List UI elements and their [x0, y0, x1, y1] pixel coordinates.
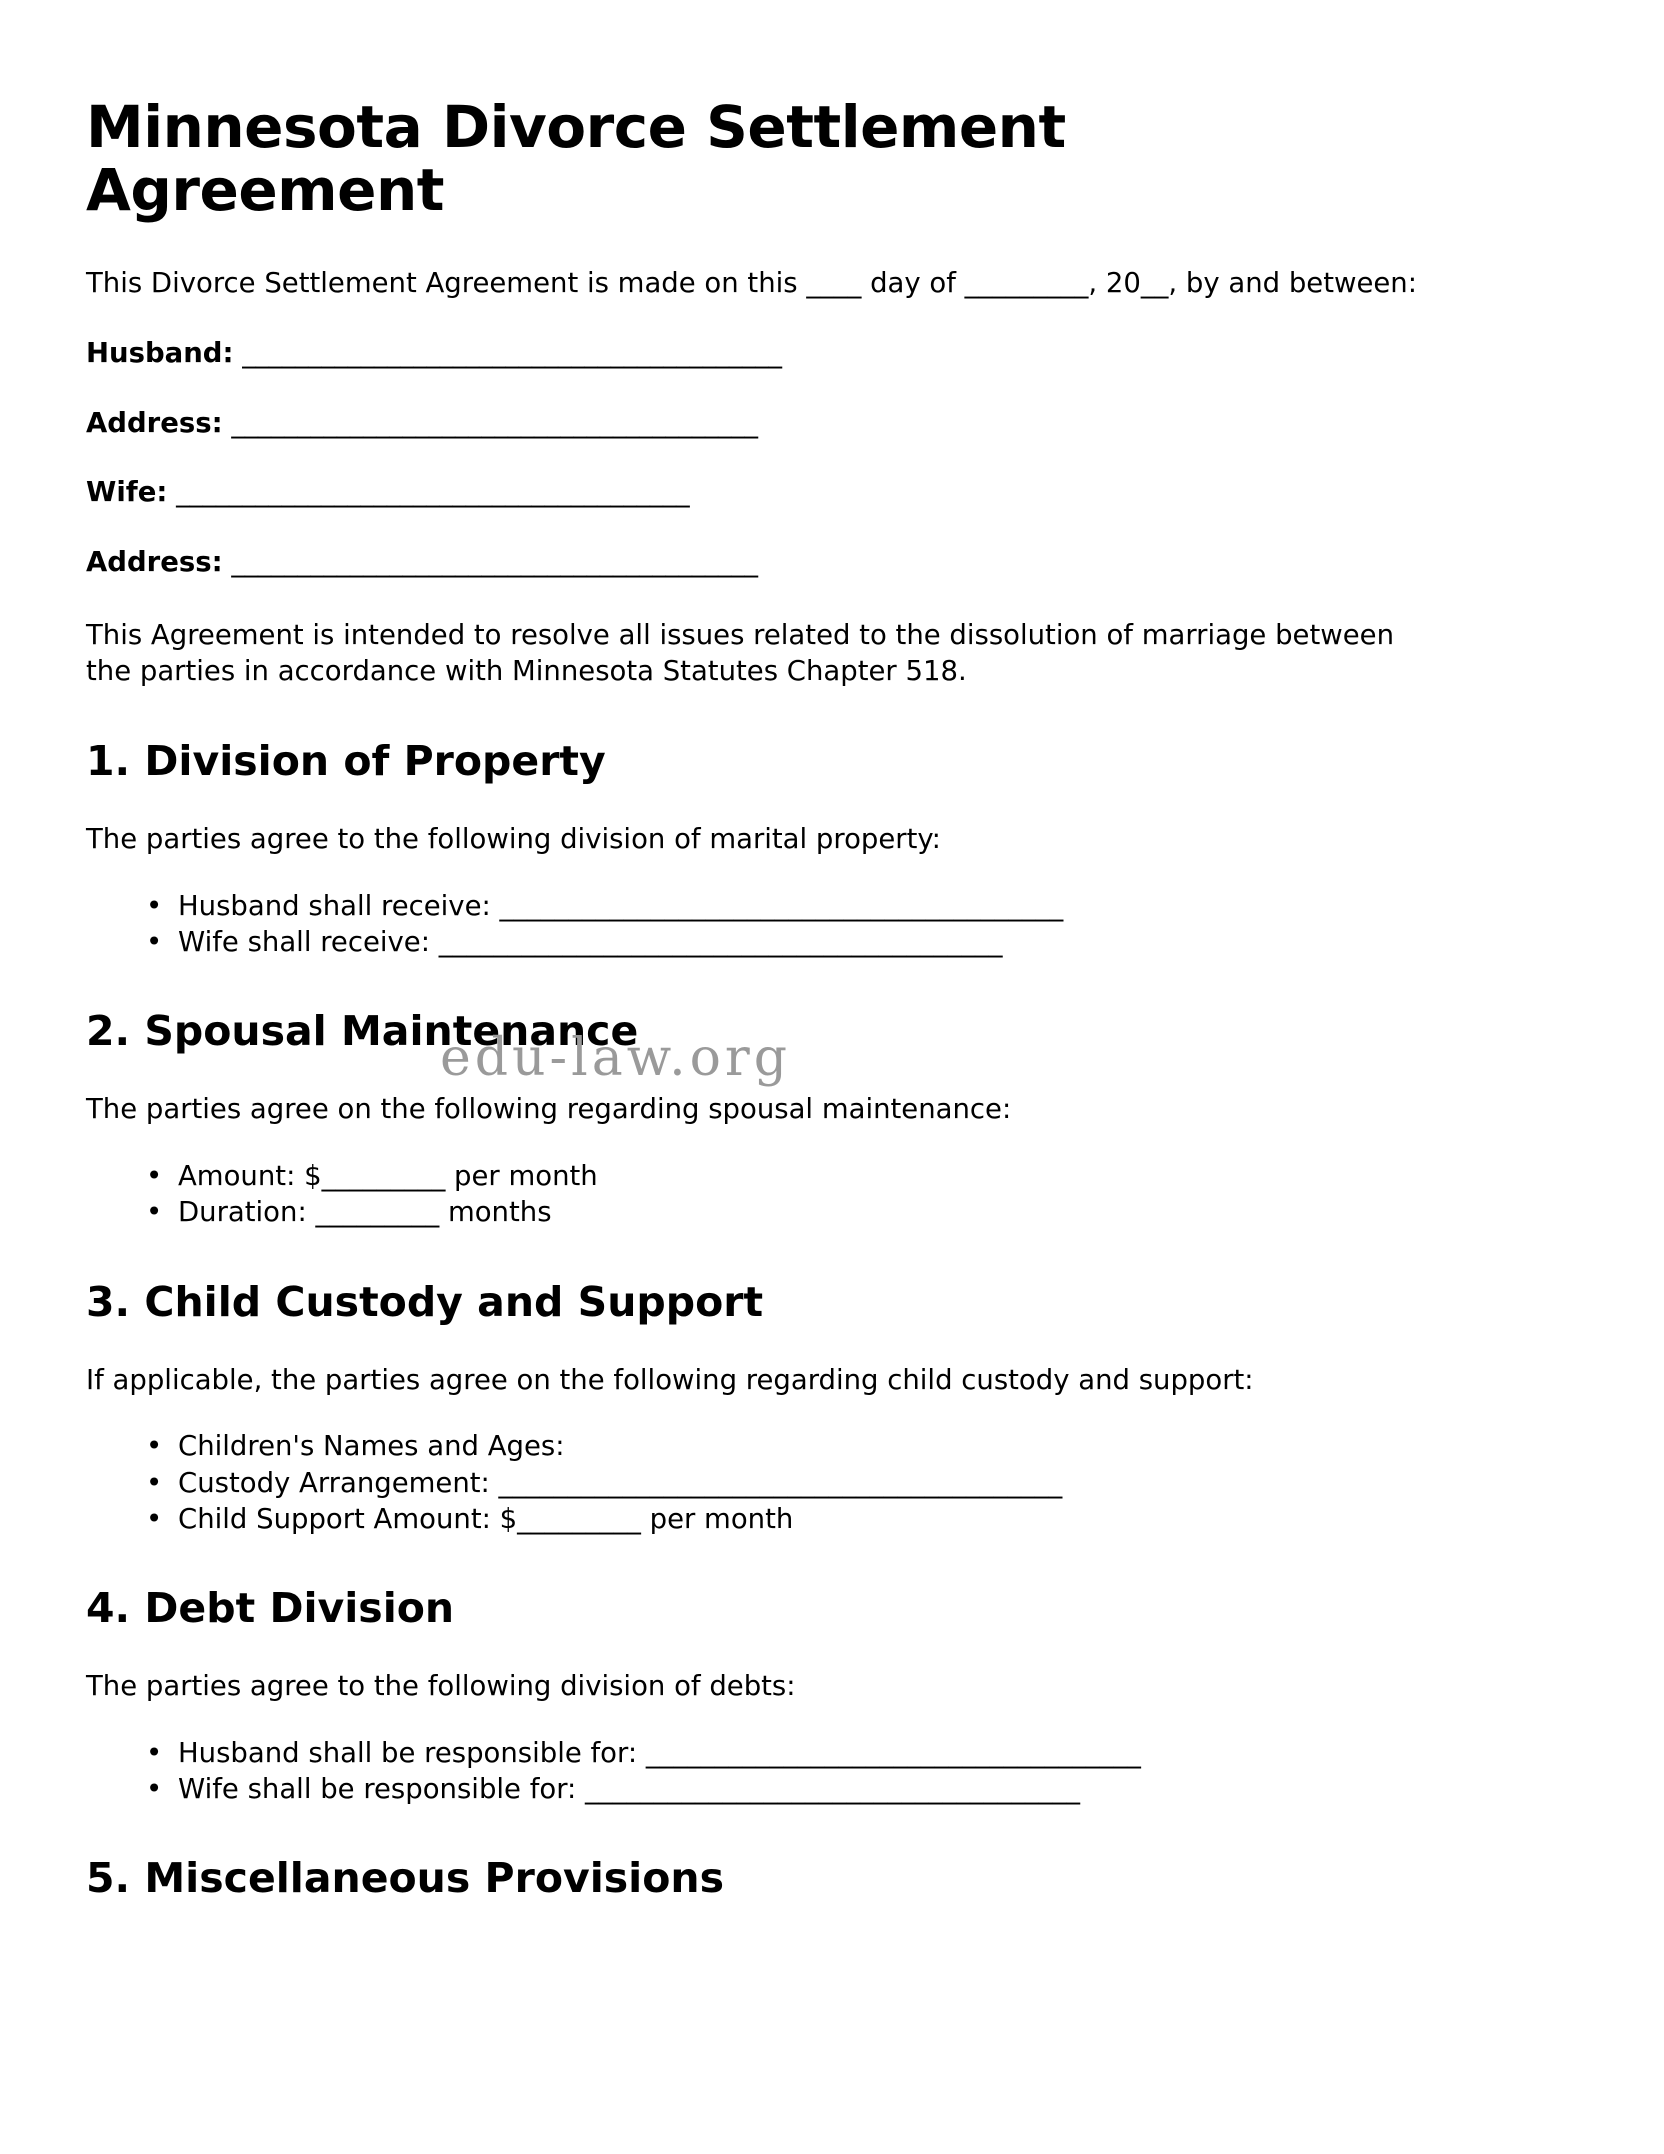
field-blank-husband-address[interactable]: ________________________________________ — [231, 406, 758, 439]
list-item[interactable]: • Wife shall be responsible for: ____________________________________ — [146, 1771, 1490, 1807]
section-heading-child-custody-and-support: 3. Child Custody and Support — [86, 1277, 764, 1326]
section-lead-spousal-maintenance: The parties agree on the following regarding spousal maintenance: — [86, 1093, 1012, 1126]
field-wife-address — [86, 545, 1490, 581]
section-lead-division-of-property: The parties agree to the following division of marital property: — [86, 823, 941, 856]
field-wife-name — [86, 475, 1490, 511]
purpose-paragraph: This Agreement is intended to resolve all issues related to the dissolution of marriage between the parties in accordance with Minnesota Statutes Chapter 518. — [86, 618, 1395, 688]
field-label-husband: Husband: — [86, 336, 234, 369]
field-label-wife: Wife: — [86, 476, 168, 509]
document-body — [86, 93, 1490, 1903]
section-heading-division-of-property: 1. Division of Property — [86, 736, 606, 785]
field-husband-address — [86, 406, 1490, 442]
list-item[interactable]: • Husband shall receive: _________________________________________ — [146, 888, 1490, 924]
watermark: edu-law.org — [440, 1028, 792, 1088]
section-heading-miscellaneous-provisions: 5. Miscellaneous Provisions — [86, 1854, 724, 1903]
list-item[interactable]: • Husband shall be responsible for: ____________________________________ — [146, 1735, 1490, 1771]
section-heading-debt-division: 4. Debt Division — [86, 1584, 455, 1633]
section-bullets-spousal-maintenance — [86, 1158, 1490, 1231]
section-lead-child-custody-and-support: If applicable, the parties agree on the following regarding child custody and support: — [86, 1363, 1254, 1396]
field-label-husband-address: Address: — [86, 406, 223, 439]
field-husband-name — [86, 336, 1490, 372]
section-bullets-debt-division — [86, 1735, 1490, 1808]
list-item[interactable]: • Duration: _________ months — [146, 1194, 1490, 1230]
section-lead-debt-division: The parties agree to the following division of debts: — [86, 1670, 796, 1703]
section-bullets-child-custody-and-support — [86, 1428, 1490, 1537]
field-blank-wife[interactable]: _______________________________________ — [176, 476, 689, 509]
page-title: Minnesota Divorce Settlement Agreement — [86, 93, 1066, 224]
section-heading-spousal-maintenance: 2. Spousal Maintenance — [86, 1007, 639, 1056]
list-item[interactable]: • Wife shall receive: _________________________________________ — [146, 924, 1490, 960]
section-bullets-division-of-property — [86, 888, 1490, 961]
field-label-wife-address: Address: — [86, 546, 223, 579]
field-blank-wife-address[interactable]: ________________________________________ — [231, 546, 758, 579]
field-blank-husband[interactable]: _________________________________________ — [242, 336, 782, 369]
list-item[interactable]: • Amount: $_________ per month — [146, 1158, 1490, 1194]
list-item[interactable]: • Child Support Amount: $_________ per month — [146, 1501, 1490, 1537]
list-item[interactable]: • Custody Arrangement: _________________________________________ — [146, 1465, 1490, 1501]
list-item[interactable]: • Children's Names and Ages: — [146, 1428, 1490, 1464]
intro-paragraph: This Divorce Settlement Agreement is made on this ____ day of _________, 20__, by and between: — [86, 267, 1417, 300]
